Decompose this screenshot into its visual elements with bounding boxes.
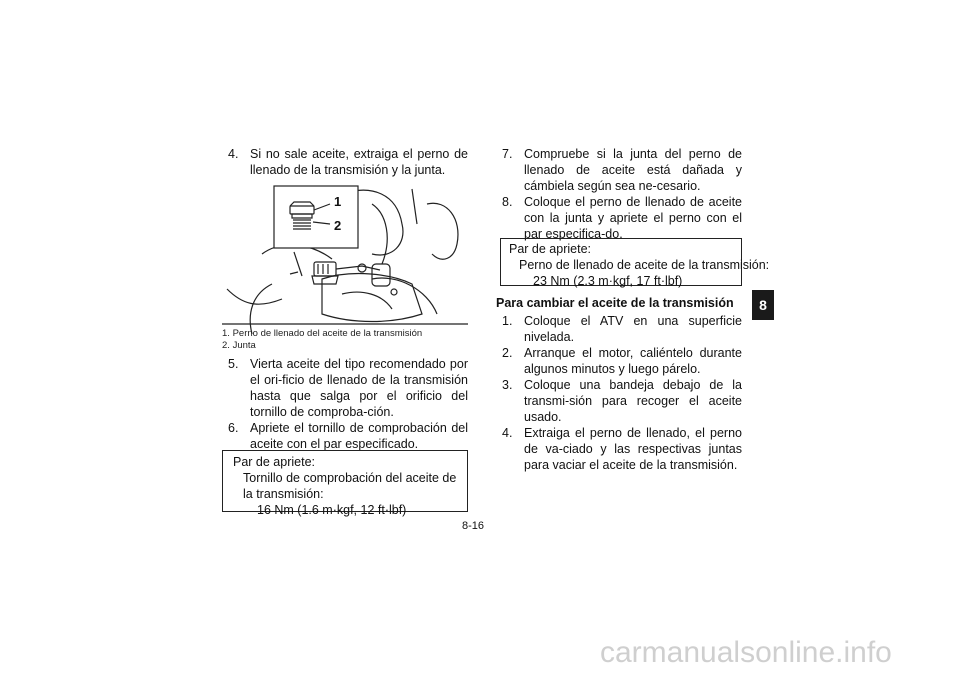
step-number: 5. [228,357,239,371]
torque-spec-box-right [500,238,770,288]
list-item: 1. Coloque el ATV en una superficie nivelada. [502,314,742,344]
step-number: 6. [228,421,239,435]
change-steps-list [502,313,742,473]
step-text: Coloque el perno de llenado de aceite con la junta y apriete el perno con el par especifica-do. [524,195,742,241]
list-item: 3. Coloque una bandeja debajo de la transmi-sión para recoger el aceite usado. [502,378,742,424]
torque-spec-box-left [222,450,468,517]
page-number: 8-16 [462,520,485,532]
torque-item: Tornillo de comprobación del aceite de la transmisión: [243,471,457,501]
watermark: carmanualsonline.info [600,636,892,669]
torque-title: Par de apriete: [509,242,591,256]
step-number: 7. [502,147,513,161]
torque-title: Par de apriete: [233,455,315,469]
callout-1: 1 [334,194,342,209]
section-heading: Para cambiar el aceite de la transmisión [496,296,734,310]
torque-value: 16 Nm (1.6 m·kgf, 12 ft·lbf) [257,503,407,517]
step-4 [228,146,468,178]
step-text: Vierta aceite del tipo recomendado por el ori-ficio de llenado de la transmisión hasta que salga por el orificio del tornillo de comproba-ción. [250,357,468,419]
figure-captions [222,328,468,352]
chapter-tab: 8 [752,290,774,320]
step-number: 8. [502,195,513,209]
engine-illustration [222,184,468,334]
step-text: Si no sale aceite, extraiga el perno de llenado de la transmisión y la junta. [250,147,468,177]
step-8 [502,194,742,242]
step-text: Compruebe si la junta del perno de llenado de aceite está dañada y cámbiela según sea ne-cesario. [524,147,742,193]
step-5 [228,356,468,420]
caption-2: 2. Junta [222,340,256,351]
torque-value: 23 Nm (2.3 m·kgf, 17 ft·lbf) [533,274,683,288]
callout-2: 2 [334,218,342,233]
caption-1: 1. Perno de llenado del aceite de la transmisión [222,328,423,339]
list-item: 2. Arranque el motor, caliéntelo durante algunos minutos y luego párelo. [502,346,742,376]
list-item: 4. Extraiga el perno de llenado, el perno de va-ciado y las respectivas juntas para vaciar el aceite de la transmisión. [502,426,742,472]
step-7 [502,146,742,194]
step-6 [228,420,468,452]
torque-item: Perno de llenado de aceite de la transmisión: [519,258,770,272]
step-text: Apriete el tornillo de comprobación del aceite con el par especificado. [250,421,468,451]
step-number: 4. [228,147,239,161]
transmission-filler-bolt-drawing [222,184,468,334]
